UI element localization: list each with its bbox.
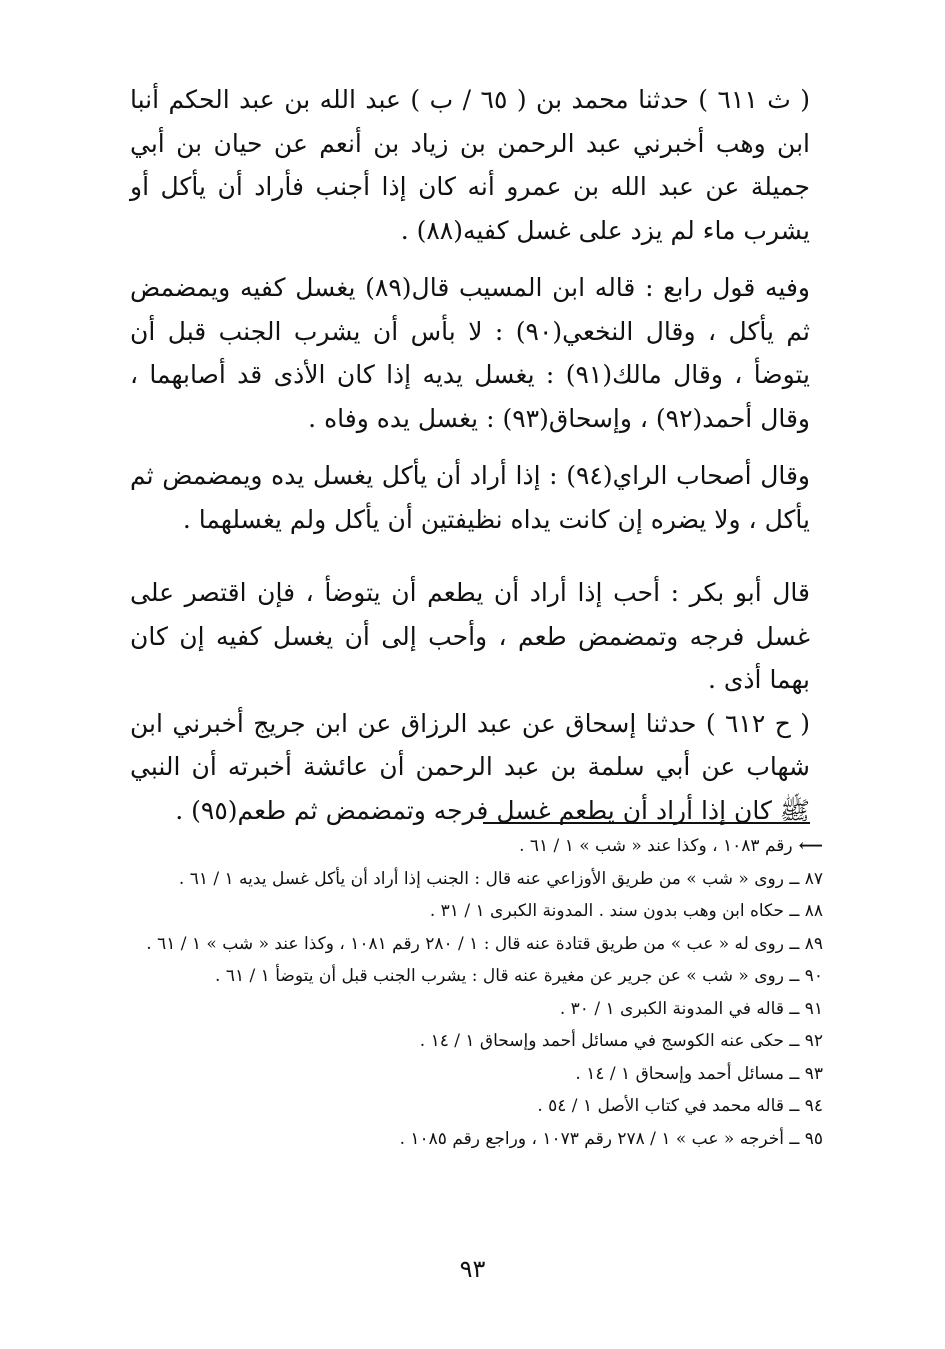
- main-text: [130, 78, 810, 832]
- footnote-divider: [483, 822, 810, 824]
- footnote-88: ٨٨ ــ حكاه ابن وهب بدون سند . المدونة الكبرى ١ / ٣١ .: [429, 901, 823, 921]
- paragraph-abu-bakr: قال أبو بكر : أحب إذا أراد أن يطعم أن يتوضأ ، فإن اقتصر على غسل فرجه وتمضمض طعم ، وأحب إلى أن يغسل كفيه إن كان بهما أذى .: [130, 578, 810, 694]
- paragraph-hadith-612: ( ح ٦١٢ ) حدثنا إسحاق عن عبد الرزاق عن ابن جريج أخبرني ابن شهاب عن أبي سلمة بن عبد الرحمن أن عائشة أخبرته أن النبي ﷺ كان إذا أراد أن يطعم غسل فرجه وتمضمض ثم طعم(٩٥) .: [130, 708, 810, 825]
- continuation-arrow-icon: ⟵: [798, 836, 823, 856]
- footnotes: [123, 830, 823, 1155]
- footnote-continuation: [123, 830, 823, 863]
- footnote-89: ٨٩ ــ روى له « عب » من طريق قتادة عنه قال : ١ / ٢٨٠ رقم ١٠٨١ ، وكذا عند « شب » ١ / ٦١ .: [146, 933, 823, 954]
- footnote-87: ٨٧ ــ روى « شب » من طريق الأوزاعي عنه قال : الجنب إذا أراد أن يأكل غسل يديه ١ / ٦١ .: [178, 868, 823, 889]
- footnote-91: ٩١ ــ قاله في المدونة الكبرى ١ / ٣٠ .: [559, 998, 823, 1019]
- footnote-90: ٩٠ ــ روى « شب » عن جرير عن مغيرة عنه قال : يشرب الجنب قبل أن يتوضأ ١ / ٦١ .: [215, 966, 823, 986]
- footnote-continuation-text: رقم ١٠٨٣ ، وكذا عند « شب » ١ / ٦١ .: [519, 836, 793, 856]
- footnote-93: ٩٣ ــ مسائل أحمد وإسحاق ١ / ١٤ .: [575, 1063, 823, 1084]
- footnote-95: ٩٥ ــ أخرجه « عب » ١ / ٢٧٨ رقم ١٠٧٣ ، وراجع رقم ١٠٨٥ .: [399, 1128, 823, 1149]
- paragraph-ashab-al-ray: وقال أصحاب الراي(٩٤) : إذا أراد أن يأكل يغسل يده ويمضمض ثم يأكل ، ولا يضره إن كانت يداه نظيفتين أن يأكل ولم يغسلهما .: [130, 461, 810, 534]
- paragraph-hadith-611: ( ث ٦١١ ) حدثنا محمد بن ( ٦٥ / ب ) عبد الله بن عبد الحكم أنبا ابن وهب أخبرني عبد الرحمن بن زياد بن أنعم عن حيان بن أبي جميلة عن عبد الله بن عمرو أنه كان إذا أجنب فأراد أن يأكل أو يشرب ماء لم يزد على غسل كفيه(٨٨) .: [130, 85, 810, 245]
- paragraph-fourth-opinion: وفيه قول رابع : قاله ابن المسيب قال(٨٩) يغسل كفيه ويمضمض ثم يأكل ، وقال النخعي(٩٠) : لا بأس أن يشرب الجنب قبل أن يتوضأ ، وقال مالك(٩١) : يغسل يديه إذا كان الأذى قد أصابهما ، وقال أحمد(٩٢) ، وإسحاق(٩٣) : يغسل يده وفاه .: [130, 273, 810, 433]
- footnote-94: ٩٤ ــ قاله محمد في كتاب الأصل ١ / ٥٤ .: [537, 1096, 823, 1116]
- footnote-92: ٩٢ ــ حكى عنه الكوسج في مسائل أحمد وإسحاق ١ / ١٤ .: [419, 1031, 823, 1051]
- page-number: ٩٣: [459, 1255, 486, 1283]
